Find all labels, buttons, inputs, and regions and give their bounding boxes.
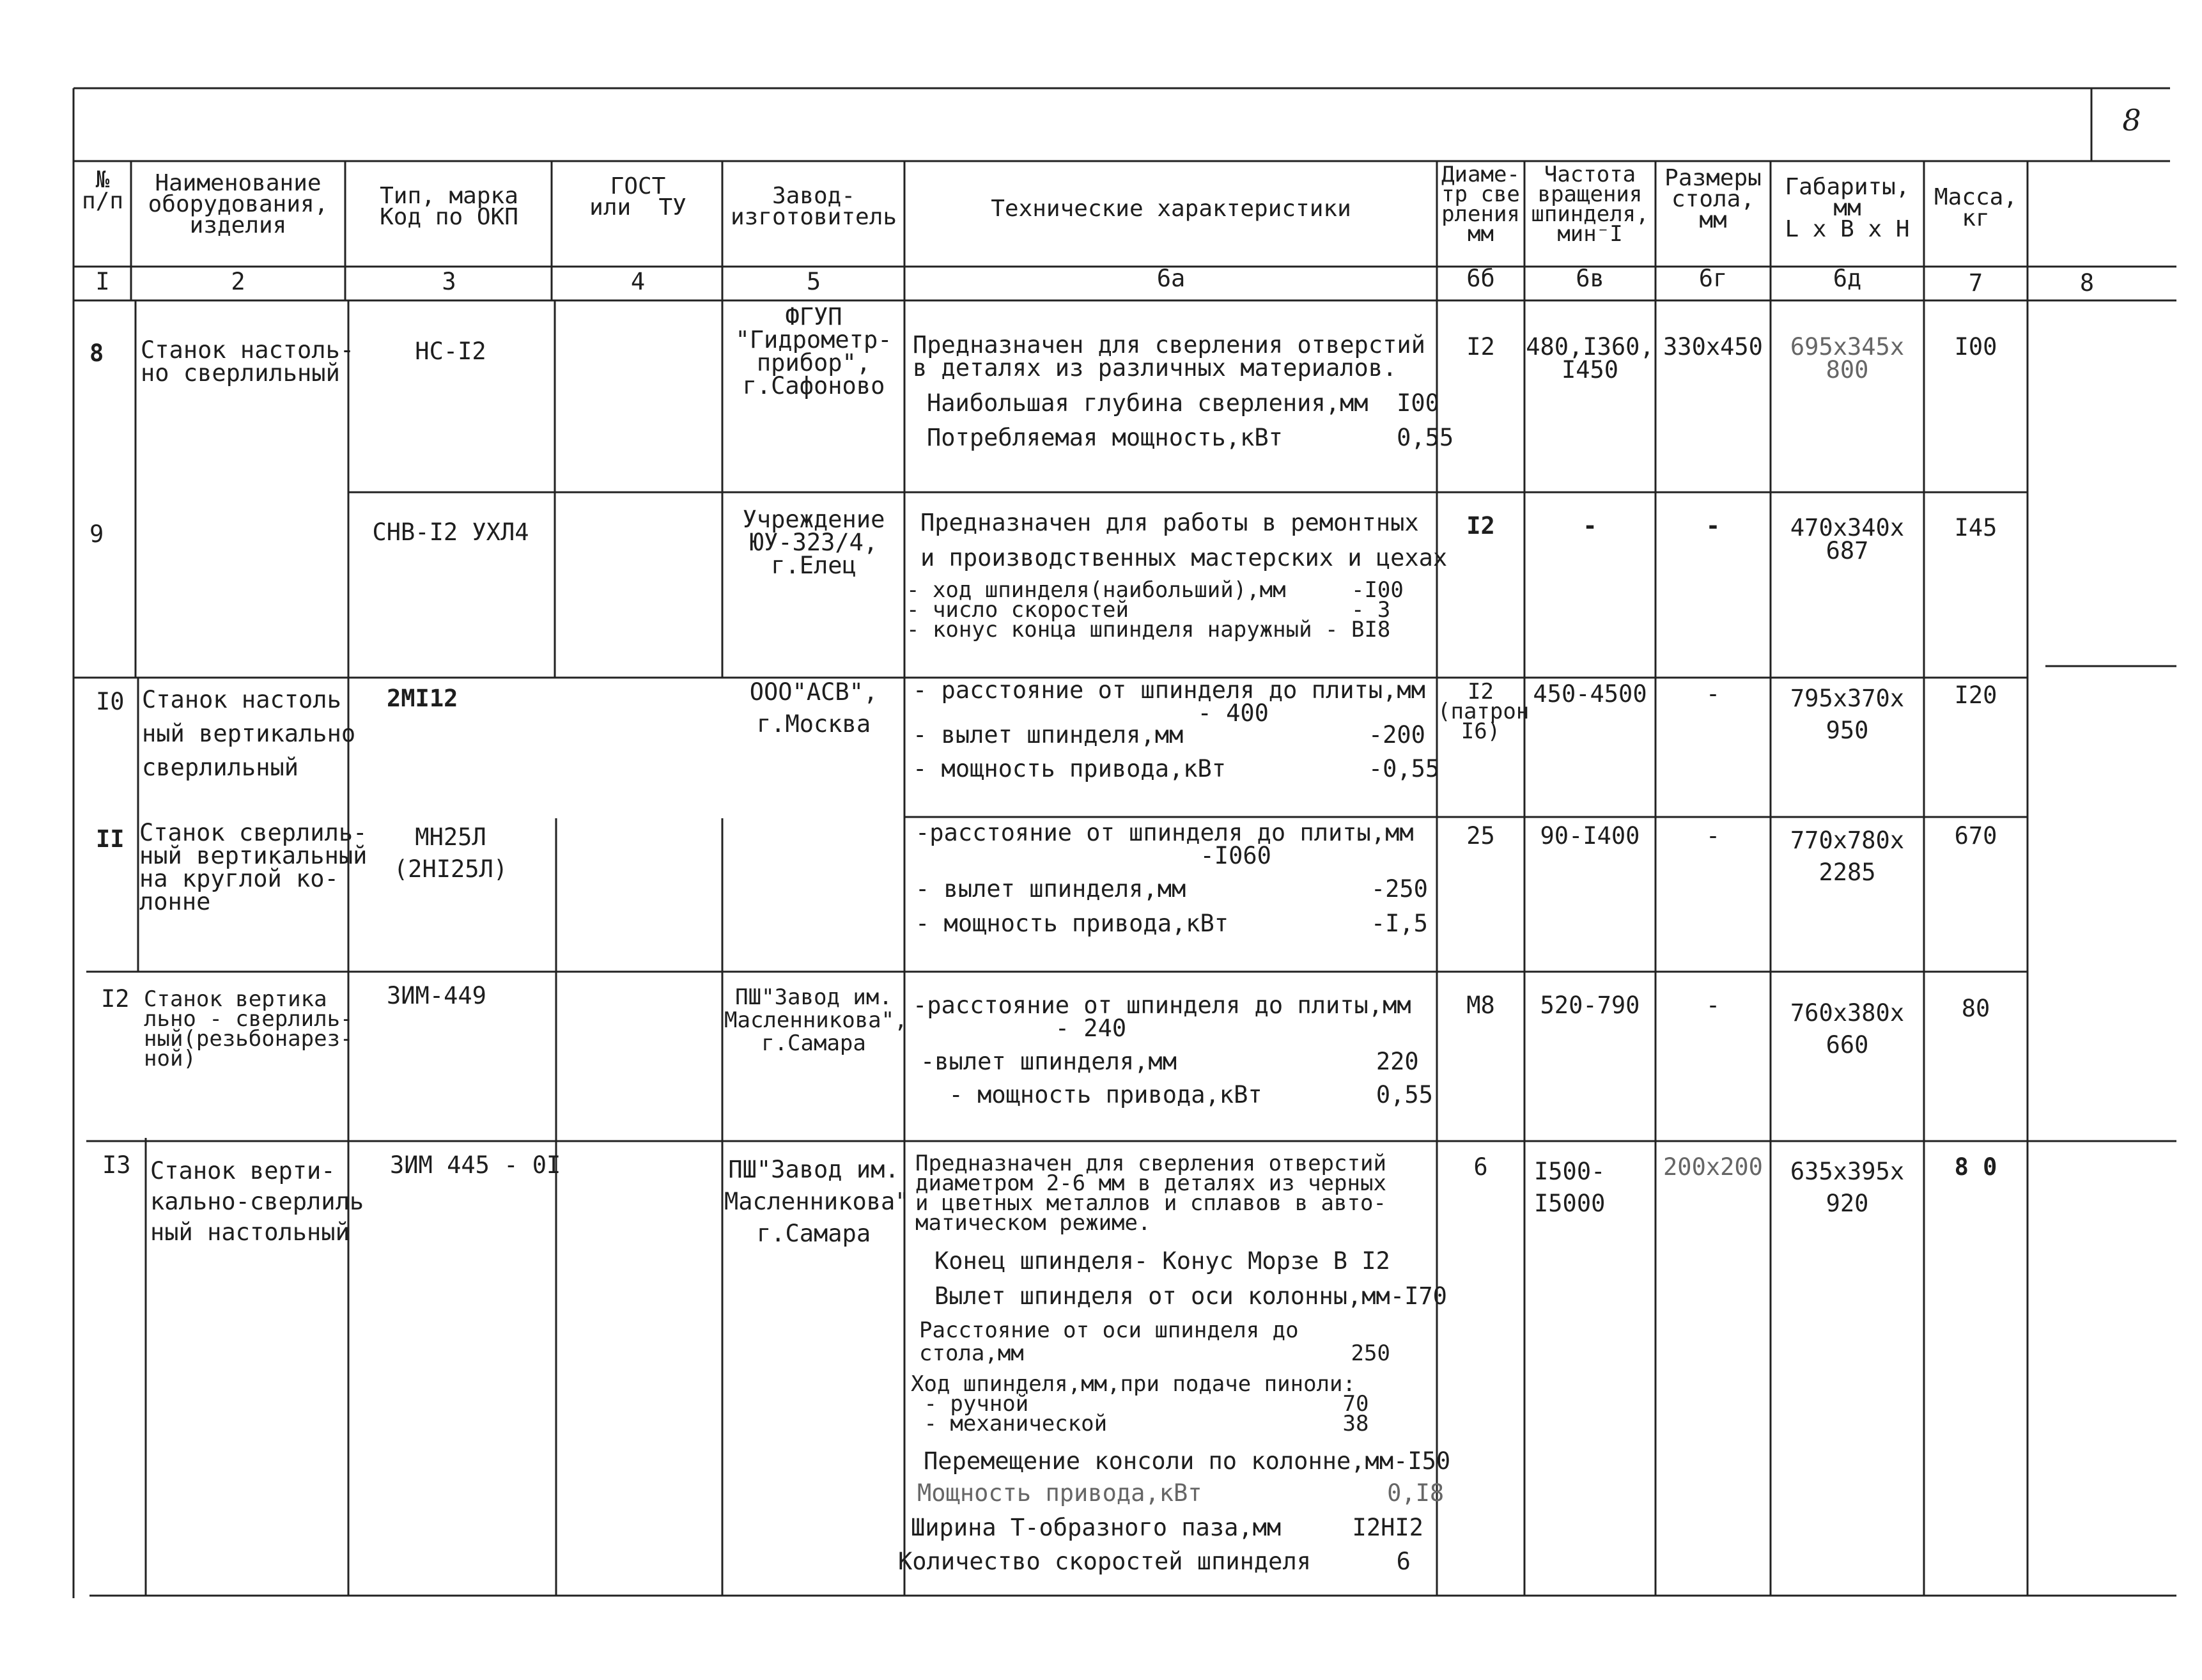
drill-diameter: I2 (патрон I6) — [1438, 679, 1530, 744]
tech-spec: - ход шпинделя(наибольший),мм -I00 - число скоростей - 3 - конус конца шпинделя наружный - BI8 — [906, 577, 1404, 642]
table-size: 200x200 — [1663, 1153, 1763, 1181]
tech-spec: Мощность привода,кВт 0,I8 — [917, 1479, 1445, 1507]
dimensions: 760x380x 660 — [1790, 999, 1905, 1059]
page-number: 8 — [2122, 103, 2141, 137]
dimensions: 635x395x 920 — [1790, 1158, 1905, 1217]
tech-spec: -вылет шпинделя,мм 220 — [920, 1048, 1419, 1075]
tech-spec: - вылет шпинделя,мм -200 — [913, 721, 1425, 749]
tech-spec: Вылет шпинделя от оси колонны,мм-I70 — [934, 1282, 1447, 1310]
drill-diameter: 25 — [1466, 822, 1495, 850]
drill-diameter: М8 — [1466, 992, 1495, 1019]
equipment-name: Станок настоль- но сверлильный — [141, 336, 355, 387]
drill-diameter: I2 — [1466, 333, 1495, 361]
tech-spec: - мощность привода,кВт -I,5 — [915, 910, 1428, 937]
equipment-type: НС-I2 — [415, 338, 486, 365]
spindle-speed: 520-790 — [1540, 992, 1640, 1019]
column-number: 6г — [1698, 265, 1728, 292]
equipment-type: 3ИМ-449 — [387, 982, 486, 1009]
header-mass: Масса, кг — [1934, 184, 2018, 231]
tech-spec: -расстояние от шпинделя до плиты,мм - 240 — [913, 992, 1411, 1042]
column-number: 6в — [1576, 265, 1604, 292]
header-table-size: Размеры стола, мм — [1664, 165, 1762, 233]
dimensions: 695x345x 800 — [1790, 333, 1905, 384]
header-diameter: Диаме- тр све рления мм — [1441, 162, 1520, 247]
column-number: 6д — [1833, 265, 1862, 292]
table-size: - — [1705, 992, 1721, 1019]
tech-spec: Предназначен для сверления отверстий в деталях из различных материалов. — [913, 331, 1425, 382]
tech-spec: Перемещение консоли по колонне,мм-I50 — [924, 1447, 1451, 1475]
table-size: - — [1705, 680, 1721, 708]
mass: I20 — [1954, 681, 1997, 709]
header-factory: Завод- изготовитель — [730, 183, 897, 230]
row-number: 9 — [89, 520, 104, 548]
tech-spec: и производственных мастерских и цехах — [920, 544, 1448, 572]
header-type: Тип, марка Код по ОКП — [380, 183, 518, 230]
row-number: I0 — [96, 688, 125, 715]
mass: 8 0 — [1954, 1153, 1997, 1181]
header-name: Наименование оборудования, изделия — [148, 170, 329, 238]
spindle-speed: 450-4500 — [1533, 680, 1647, 708]
column-number: 6а — [1156, 265, 1186, 292]
tech-spec: Конец шпинделя- Конус Морзе В I2 — [934, 1247, 1390, 1275]
column-number: 4 — [630, 268, 646, 295]
equipment-name: Станок верти- кально-сверлиль ный настольный — [150, 1157, 364, 1246]
tech-spec: Наибольшая глубина сверления,мм I00 — [927, 389, 1439, 417]
tech-spec: Расстояние от оси шпинделя до стола,мм 250 — [919, 1318, 1390, 1366]
equipment-name: Станок вертика льно - сверлиль- ный(резьбонарез- ной) — [144, 986, 353, 1071]
drill-diameter: 6 — [1473, 1153, 1488, 1181]
tech-spec: Ход шпинделя,мм,при подаче пиноли: - ручной 70 - механической 38 — [911, 1371, 1369, 1436]
tech-spec: - мощность привода,кВт -0,55 — [913, 755, 1440, 782]
column-number: 6б — [1466, 265, 1495, 292]
equipment-type: 2МI12 — [387, 685, 458, 712]
row-number: I2 — [101, 985, 130, 1013]
tech-spec: Предназначен для работы в ремонтных — [920, 509, 1419, 536]
dimensions: 470x340x 687 — [1790, 514, 1905, 564]
column-number: 3 — [442, 268, 456, 295]
header-gost: ГОСТ или ТУ — [589, 173, 686, 221]
tech-spec: -расстояние от шпинделя до плиты,мм -I060 — [915, 819, 1414, 869]
column-number: 7 — [1968, 269, 1983, 297]
equipment-type: МН25Л (2НI25Л) — [393, 823, 508, 883]
row-number: II — [96, 825, 125, 853]
row-number: 8 — [89, 339, 104, 367]
equipment-type: СНВ-I2 УХЛ4 — [372, 518, 529, 546]
spindle-speed: I500- I5000 — [1534, 1158, 1606, 1217]
column-number: 5 — [806, 268, 821, 295]
equipment-name: Станок сверлиль- ный вертикальный на круглой ко- лонне — [139, 819, 368, 915]
header-dimensions: Габариты, мм L x B x H — [1785, 174, 1910, 242]
equipment-name: Станок настоль ный вертикально сверлильный — [142, 686, 356, 781]
table-size: - — [1705, 512, 1721, 540]
table-size: 330x450 — [1663, 333, 1763, 361]
mass: 670 — [1954, 822, 1997, 850]
drill-diameter: I2 — [1466, 512, 1495, 540]
spindle-speed: 480,I360, I450 — [1526, 333, 1654, 384]
table-size: - — [1705, 822, 1721, 850]
tech-spec: - расстояние от шпинделя до плиты,мм - 400 — [913, 676, 1425, 727]
tech-spec: - вылет шпинделя,мм -250 — [915, 875, 1428, 903]
row-number: I3 — [102, 1151, 131, 1179]
manufacturer: ПШ"Завод им. Масленникова" г.Самара — [724, 1156, 910, 1247]
mass: I45 — [1954, 514, 1997, 541]
spindle-speed: 90-I400 — [1540, 822, 1640, 850]
manufacturer: ПШ"Завод им. Масленникова", г.Самара — [724, 984, 908, 1056]
column-number: I — [95, 268, 110, 295]
mass: I00 — [1954, 333, 1997, 361]
manufacturer: Учреждение ЮУ-323/4, г.Елец — [742, 506, 885, 579]
header-rpm: Частота вращения шпинделя, мин⁻I — [1531, 162, 1649, 247]
header-number: № п/п — [81, 167, 124, 214]
header-tech: Технические характеристики — [991, 196, 1351, 222]
tech-spec: - мощность привода,кВт 0,55 — [920, 1081, 1433, 1108]
dimensions: 770x780x 2285 — [1790, 827, 1905, 886]
column-number: 8 — [2079, 269, 2095, 297]
dimensions: 795x370x 950 — [1790, 685, 1905, 744]
manufacturer: ООО"АСВ", г.Москва — [749, 678, 878, 738]
equipment-type: 3ИМ 445 - 0I — [390, 1151, 561, 1179]
column-number: 2 — [231, 268, 245, 295]
tech-spec: Количество скоростей шпинделя 6 — [898, 1548, 1411, 1575]
tech-spec: Потребляемая мощность,кВт 0,55 — [927, 424, 1454, 451]
manufacturer: ФГУП "Гидрометр- прибор", г.Сафоново — [735, 303, 892, 400]
spindle-speed: - — [1583, 512, 1597, 540]
mass: 80 — [1961, 995, 1990, 1022]
tech-spec: Предназначен для сверления отверстий диаметром 2-6 мм в деталях из черных и цветных металлов и сплавов в авто- матическом режиме. — [915, 1151, 1386, 1236]
tech-spec: Ширина Т-образного паза,мм I2HI2 — [911, 1514, 1423, 1541]
